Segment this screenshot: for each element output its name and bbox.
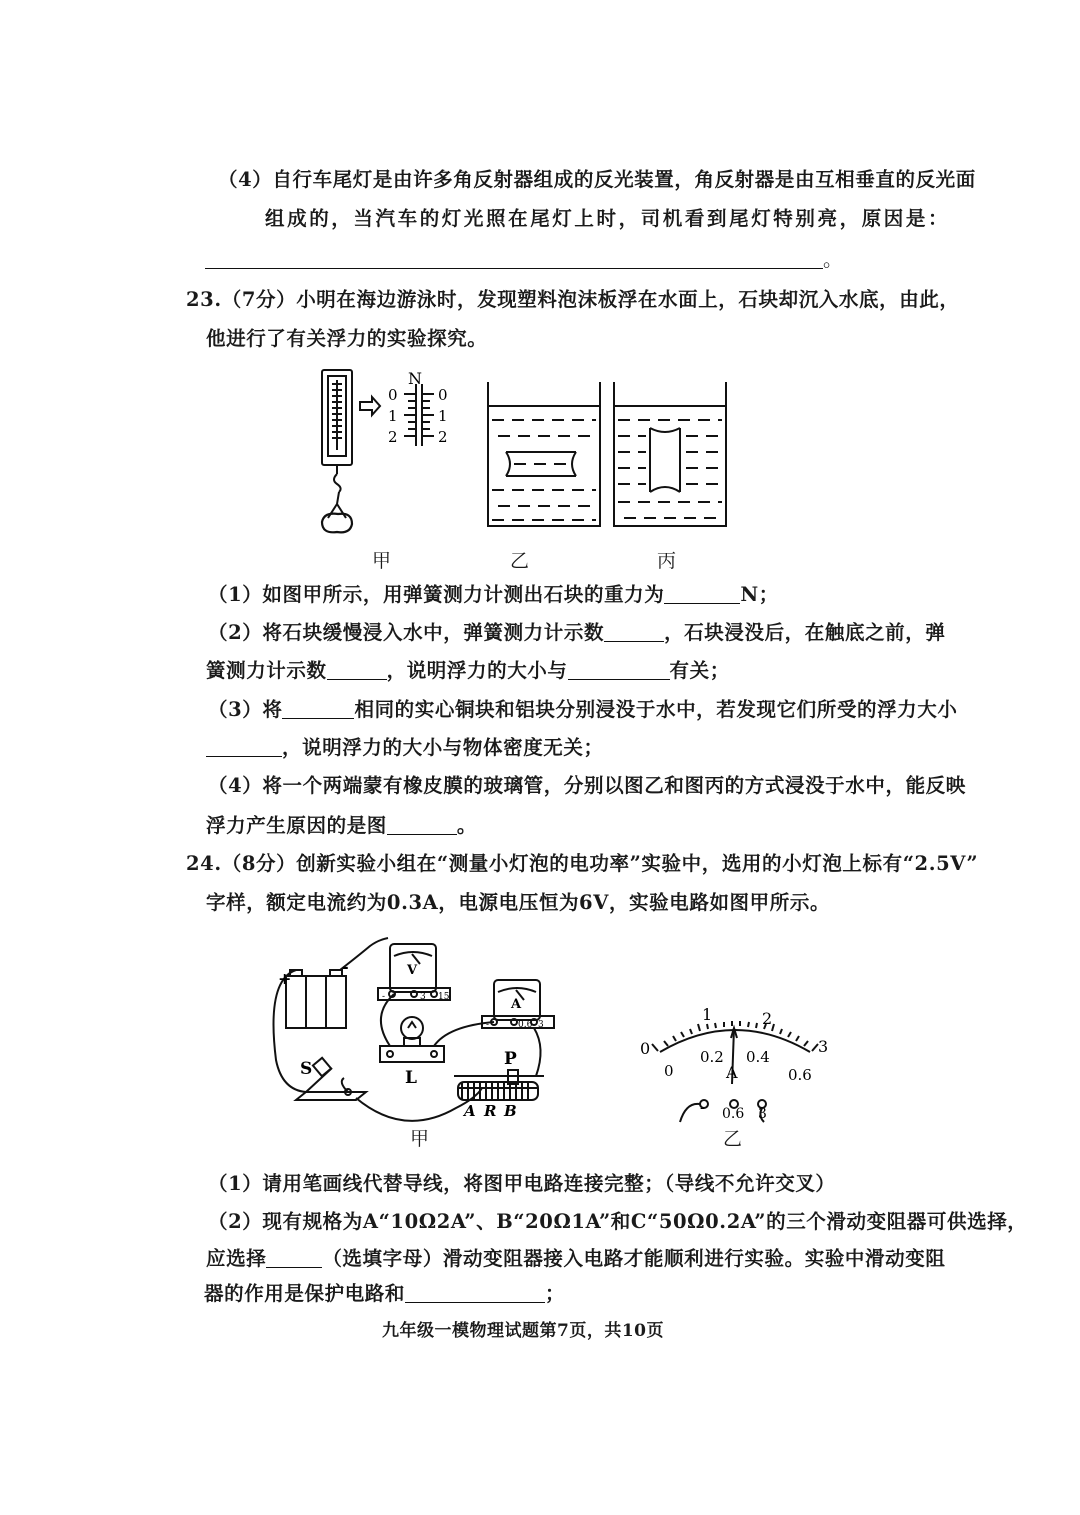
q23-part3-line1 bbox=[208, 697, 957, 723]
rheostat-terminal-a: A bbox=[464, 1102, 476, 1120]
q24-p2-text-e: ； bbox=[545, 1282, 566, 1305]
voltmeter-label: V bbox=[407, 963, 418, 978]
scale-unit-label: N bbox=[408, 369, 422, 388]
answer-blank[interactable] bbox=[206, 738, 282, 757]
q22-4-answer-line bbox=[205, 247, 843, 273]
q24-p2-text-b: 应选择 bbox=[206, 1247, 267, 1270]
beaker-bing-figure bbox=[610, 380, 730, 530]
q23-p3-text-b: 相同的实心铜块和铝块分别浸没于水中，若发现它们所受的浮力大小 bbox=[354, 698, 958, 721]
q23-intro-line1: 23.（7分）小明在海边游泳时，发现塑料泡沫板浮在水面上，石块却沉入水底，由此， bbox=[186, 288, 960, 311]
battery-plus-label: + bbox=[278, 969, 292, 988]
q23-p2-text-a: （2）将石块缓慢浸入水中，弹簧测力计示数 bbox=[208, 621, 605, 644]
scale-right-2: 2 bbox=[438, 428, 448, 446]
answer-blank[interactable] bbox=[282, 700, 354, 719]
scale-right-0: 0 bbox=[438, 386, 448, 404]
voltmeter-terminal-3: 3 bbox=[420, 992, 426, 1002]
q24-intro-line1: 24.（8分）创新实验小组在“测量小灯泡的电功率”实验中，选用的小灯泡上标有“2.5V” bbox=[186, 852, 979, 875]
q23-p2-text-e: 有关； bbox=[669, 659, 730, 682]
answer-blank[interactable] bbox=[266, 1249, 322, 1268]
q23-p1-text: （1）如图甲所示，用弹簧测力计测出石块的重力为 bbox=[208, 583, 665, 606]
dial-top-0: 0 bbox=[640, 1039, 651, 1058]
q23-part3-line2 bbox=[206, 735, 604, 761]
q24-p2-text-c: （选填字母）滑动变阻器接入电路才能顺利进行实验。实验中滑动变阻 bbox=[322, 1247, 946, 1270]
q23-p4-text-c: 。 bbox=[456, 814, 478, 837]
answer-blank[interactable] bbox=[568, 661, 670, 680]
caption-jia: 甲 bbox=[372, 550, 392, 572]
dial-unit-label: A bbox=[726, 1063, 738, 1082]
q23-part4-line2 bbox=[206, 813, 477, 839]
dial-top-1: 1 bbox=[702, 1005, 713, 1024]
q23-p3-text-c: ，说明浮力的大小与物体密度无关； bbox=[282, 736, 604, 759]
q23-p4-text-b: 浮力产生原因的是图 bbox=[206, 814, 387, 837]
q22-4-line1: （4）自行车尾灯是由许多角反射器组成的反光装置，角反射器是由互相垂直的反光面 bbox=[218, 168, 976, 191]
beaker-yi-figure bbox=[484, 380, 604, 530]
dial-terminal-neg: - bbox=[700, 1100, 705, 1116]
lamp-label: L bbox=[405, 1068, 417, 1088]
q24-part1: （1）请用笔画线代替导线，将图甲电路连接完整；（导线不允许交叉） bbox=[208, 1172, 836, 1195]
ammeter-label: A bbox=[511, 997, 522, 1012]
battery-minus-label: - bbox=[342, 957, 349, 976]
q23-p2-text-d: ，说明浮力的大小与 bbox=[386, 659, 568, 682]
q24-intro-line2: 字样，额定电流约为0.3A，电源电压恒为6V，实验电路如图甲所示。 bbox=[206, 891, 831, 914]
dial-terminal-3: 3 bbox=[758, 1106, 767, 1122]
ammeter-terminal-06: 0.6 bbox=[518, 1020, 533, 1030]
answer-blank[interactable] bbox=[664, 585, 740, 604]
scale-left-0: 0 bbox=[388, 386, 398, 404]
answer-blank[interactable] bbox=[604, 623, 664, 642]
switch-label: S bbox=[300, 1059, 313, 1079]
q24-part2-line3 bbox=[204, 1281, 565, 1307]
q24-part2-line1: （2）现有规格为A“10Ω2A”、B“20Ω1A”和C“50Ω0.2A”的三个滑动变阻器可供选择， bbox=[208, 1210, 1028, 1233]
scale-right-1: 1 bbox=[438, 407, 448, 425]
ammeter-terminal-3: 3 bbox=[538, 1020, 544, 1030]
answer-blank[interactable] bbox=[205, 250, 823, 269]
ammeter-terminal-neg: - bbox=[486, 1020, 490, 1030]
dial-bottom-04: 0.4 bbox=[746, 1048, 770, 1066]
q23-part2-line1 bbox=[208, 620, 945, 646]
answer-blank[interactable] bbox=[387, 816, 457, 835]
q23-part4-line1: （4）将一个两端蒙有橡皮膜的玻璃管，分别以图乙和图丙的方式浸没于水中，能反映 bbox=[208, 774, 966, 797]
ammeter-dial-figure bbox=[630, 1000, 840, 1130]
q23-part1 bbox=[208, 582, 779, 608]
q23-p3-text-a: （3）将 bbox=[208, 698, 283, 721]
slider-label: P bbox=[504, 1049, 517, 1069]
scale-left-2: 2 bbox=[388, 428, 398, 446]
rheostat-terminal-b: B bbox=[504, 1102, 517, 1120]
caption-bing: 丙 bbox=[657, 550, 677, 572]
answer-blank[interactable] bbox=[327, 661, 387, 680]
q23-part2-line2 bbox=[206, 658, 730, 684]
q22-4-end: 。 bbox=[823, 248, 844, 271]
caption-yi: 乙 bbox=[510, 550, 530, 572]
rheostat-terminal-r: R bbox=[484, 1102, 497, 1120]
scale-left-1: 1 bbox=[388, 407, 398, 425]
caption-circuit-jia: 甲 bbox=[410, 1128, 430, 1150]
page-footer: 九年级一模物理试题第7页，共10页 bbox=[382, 1321, 664, 1341]
dial-bottom-06: 0.6 bbox=[788, 1066, 812, 1084]
answer-blank[interactable] bbox=[405, 1284, 545, 1303]
voltmeter-terminal-neg: - bbox=[382, 992, 386, 1002]
q23-p2-text-b: ，石块浸没后，在触底之前，弹 bbox=[664, 621, 946, 644]
circuit-figure bbox=[262, 932, 562, 1132]
q24-part2-line2 bbox=[206, 1246, 945, 1272]
q22-4-line2: 组成的，当汽车的灯光照在尾灯上时，司机看到尾灯特别亮，原因是： bbox=[265, 207, 951, 230]
spring-scale-figure bbox=[300, 362, 460, 542]
dial-bottom-0: 0 bbox=[664, 1062, 674, 1080]
q24-p2-text-d: 器的作用是保护电路和 bbox=[204, 1282, 406, 1305]
q23-intro-line2: 他进行了有关浮力的实验探究。 bbox=[206, 327, 488, 350]
q23-p2-text-c: 簧测力计示数 bbox=[206, 659, 327, 682]
dial-top-2: 2 bbox=[762, 1009, 773, 1028]
dial-top-3: 3 bbox=[818, 1037, 829, 1056]
caption-dial-yi: 乙 bbox=[723, 1128, 743, 1150]
dial-terminal-06: 0.6 bbox=[722, 1106, 745, 1122]
voltmeter-terminal-15: 15 bbox=[438, 992, 450, 1002]
dial-bottom-02: 0.2 bbox=[700, 1048, 724, 1066]
q23-p1-unit: N； bbox=[740, 583, 779, 606]
